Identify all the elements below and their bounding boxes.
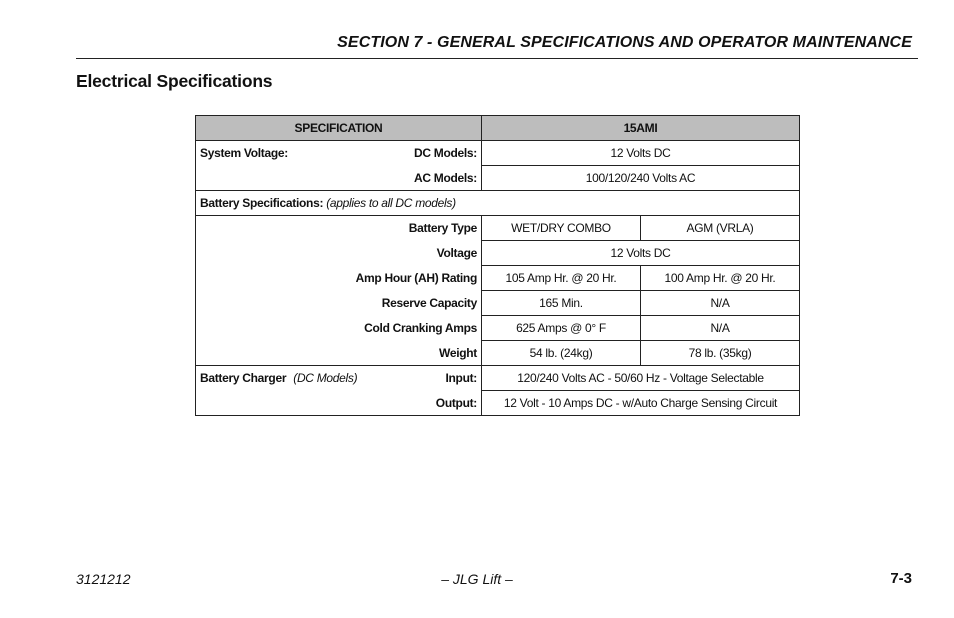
- table-row: [196, 141, 800, 166]
- reserve-capacity-value-a: 165 Min.: [482, 291, 641, 316]
- battery-type-label: Battery Type: [196, 216, 482, 241]
- input-value: 120/240 Volts AC - 50/60 Hz - Voltage Selectable: [482, 366, 800, 391]
- table-row: [196, 241, 800, 266]
- table-row: [196, 366, 800, 391]
- ac-models-value: 100/120/240 Volts AC: [482, 166, 800, 191]
- reserve-capacity-label: Reserve Capacity: [196, 291, 482, 316]
- system-voltage-label: System Voltage:: [200, 146, 288, 161]
- footer-center-text: – JLG Lift –: [441, 571, 513, 587]
- table-row: [196, 341, 800, 366]
- table-row: [196, 291, 800, 316]
- battery-spec-heading: [196, 191, 800, 216]
- battery-charger-note: (DC Models): [293, 371, 358, 386]
- battery-type-value-a: WET/DRY COMBO: [482, 216, 641, 241]
- table-row: [196, 191, 800, 216]
- table-row: [196, 266, 800, 291]
- page-number: 7-3: [890, 570, 912, 587]
- battery-spec-label: Battery Specifications:: [200, 196, 324, 210]
- column-header-model: 15AMI: [482, 116, 800, 141]
- dc-models-value: 12 Volts DC: [482, 141, 800, 166]
- charger-input-cell: [196, 366, 482, 391]
- table-row: [196, 216, 800, 241]
- amp-hour-value-b: 100 Amp Hr. @ 20 Hr.: [641, 266, 800, 291]
- battery-charger-label: Battery Charger: [200, 371, 287, 386]
- reserve-capacity-value-b: N/A: [641, 291, 800, 316]
- cold-cranking-value-b: N/A: [641, 316, 800, 341]
- table-row: [196, 166, 800, 191]
- column-header-specification: SPECIFICATION: [196, 116, 482, 141]
- cold-cranking-label: Cold Cranking Amps: [196, 316, 482, 341]
- amp-hour-label: Amp Hour (AH) Rating: [196, 266, 482, 291]
- header-rule: [76, 58, 918, 59]
- input-label: Input:: [445, 371, 477, 386]
- table-row: [196, 316, 800, 341]
- table-row: [196, 391, 800, 416]
- voltage-value: 12 Volts DC: [482, 241, 800, 266]
- cold-cranking-value-a: 625 Amps @ 0° F: [482, 316, 641, 341]
- electrical-spec-table: [195, 115, 800, 416]
- system-voltage-cell: [196, 141, 482, 166]
- weight-value-b: 78 lb. (35kg): [641, 341, 800, 366]
- document-number: 3121212: [76, 571, 131, 587]
- output-label: Output:: [196, 391, 482, 416]
- amp-hour-value-a: 105 Amp Hr. @ 20 Hr.: [482, 266, 641, 291]
- battery-type-value-b: AGM (VRLA): [641, 216, 800, 241]
- page-title: Electrical Specifications: [76, 71, 273, 91]
- weight-label: Weight: [196, 341, 482, 366]
- dc-models-label: DC Models:: [413, 146, 477, 161]
- output-value: 12 Volt - 10 Amps DC - w/Auto Charge Sensing Circuit: [482, 391, 800, 416]
- table-header-row: [196, 116, 800, 141]
- ac-models-label: AC Models:: [196, 166, 482, 191]
- battery-spec-note: (applies to all DC models): [326, 196, 456, 210]
- weight-value-a: 54 lb. (24kg): [482, 341, 641, 366]
- section-header: SECTION 7 - GENERAL SPECIFICATIONS AND OPERATOR MAINTENANCE: [337, 34, 912, 51]
- voltage-label: Voltage: [196, 241, 482, 266]
